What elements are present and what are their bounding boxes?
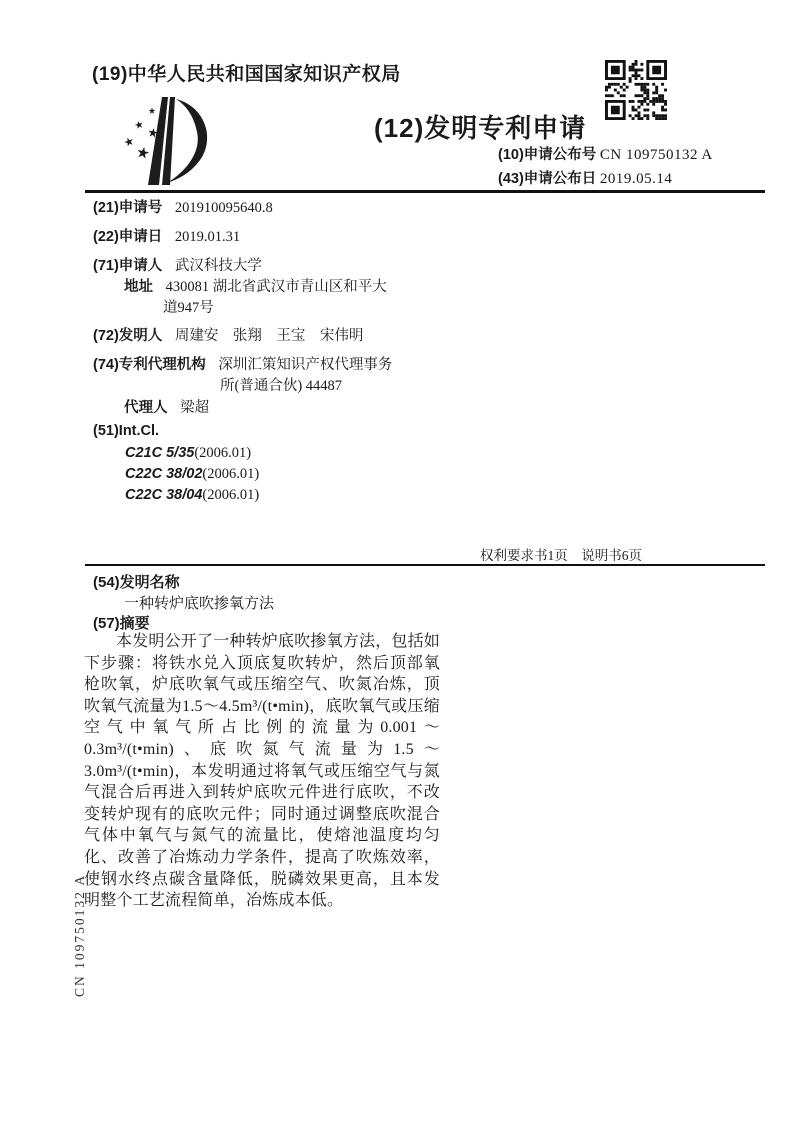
int-cl-code: C22C 38/02: [125, 466, 203, 482]
application-number-row: [93, 196, 273, 217]
header-divider: [85, 190, 765, 193]
agency-row: [93, 353, 392, 374]
cnipa-logo-icon: [112, 95, 224, 187]
agency-label: (74)专利代理机构: [93, 357, 206, 373]
address-value-line1: 430081 湖北省武汉市青山区和平大: [165, 279, 387, 295]
agency-value-line2: 所(普通合伙) 44487: [220, 378, 343, 394]
address-label: 地址: [124, 279, 153, 295]
application-date-value: 2019.01.31: [174, 229, 241, 245]
agency-row-cont: [220, 374, 342, 395]
abstract-label: (57)摘要: [93, 615, 150, 632]
inventors-value: 周建安 张翔 王宝 宋伟明: [174, 328, 364, 344]
vertical-publication-number: CN 109750132 A: [72, 873, 87, 997]
applicant-label: (71)申请人: [93, 258, 163, 274]
applicant-row: [93, 254, 262, 275]
int-cl-code: C21C 5/35: [125, 445, 195, 461]
address-row: [124, 275, 387, 296]
int-cl-entry: [125, 445, 251, 462]
int-cl-version: (2006.01): [202, 466, 260, 482]
invention-title-label: (54)发明名称: [93, 574, 180, 591]
abstract-text: 本发明公开了一种转炉底吹掺氧方法，包括如下步骤：将铁水兑入顶底复吹转炉，然后顶部氧枪吹氧，炉底吹氧气或压缩空气、吹氮冶炼，顶吹氧气流量为1.5～4.5m³/(t•min)，底吹氧气或压缩空气中氧气所占比例的流量为0.001～0.3m³/(t•min)、底吹氮气流量为1.5～3.0m³/(t•min)，本发明通过将氧气或压缩空气与氮气混合后再进入到转炉底吹元件进行底吹，不改变转炉现有的底吹元件；同时通过调整底吹混合气体中氧气与氮气的流量比，使熔池温度均匀化、改善了冶炼动力学条件，提高了吹炼效率，使钢水终点碳含量降低，脱磷效果更高，且本发明整个工艺流程简单，冶炼成本低。: [84, 633, 441, 910]
inventors-label: (72)发明人: [93, 328, 163, 344]
int-cl-label: (51)Int.Cl.: [93, 423, 160, 439]
int-cl-entry: [125, 487, 259, 504]
publication-number-value: CN 109750132 A: [599, 147, 713, 163]
publication-date-line: [498, 167, 672, 188]
publication-number-line: [498, 143, 713, 164]
int-cl-row: [93, 423, 159, 440]
office-name: (19)中华人民共和国国家知识产权局: [92, 64, 401, 85]
int-cl-version: (2006.01): [194, 445, 252, 461]
publication-date-label: (43)申请公布日: [498, 171, 597, 187]
publication-number-label: (10)申请公布号: [498, 147, 597, 163]
qr-code-icon: [605, 60, 667, 120]
invention-title: 一种转炉底吹掺氧方法: [124, 596, 275, 612]
application-date-row: [93, 225, 240, 246]
application-date-label: (22)申请日: [93, 229, 163, 245]
agency-value-line1: 深圳汇策知识产权代理事务: [218, 357, 393, 373]
section-divider: [85, 564, 765, 566]
application-number-value: 201910095640.8: [174, 200, 273, 216]
agent-row: [124, 396, 209, 417]
int-cl-code: C22C 38/04: [125, 487, 203, 503]
address-row-cont: [163, 296, 214, 317]
application-number-label: (21)申请号: [93, 200, 163, 216]
pages-info: 权利要求书1页 说明书6页: [480, 548, 642, 563]
address-value-line2: 道947号: [163, 300, 214, 316]
applicant-value: 武汉科技大学: [174, 258, 262, 274]
agent-value: 梁超: [180, 400, 210, 416]
inventors-row: [93, 324, 363, 345]
int-cl-entry: [125, 466, 259, 483]
doc-type-title: (12)发明专利申请: [374, 113, 587, 143]
publication-date-value: 2019.05.14: [599, 171, 673, 187]
int-cl-version: (2006.01): [202, 487, 260, 503]
agent-label: 代理人: [124, 400, 168, 416]
